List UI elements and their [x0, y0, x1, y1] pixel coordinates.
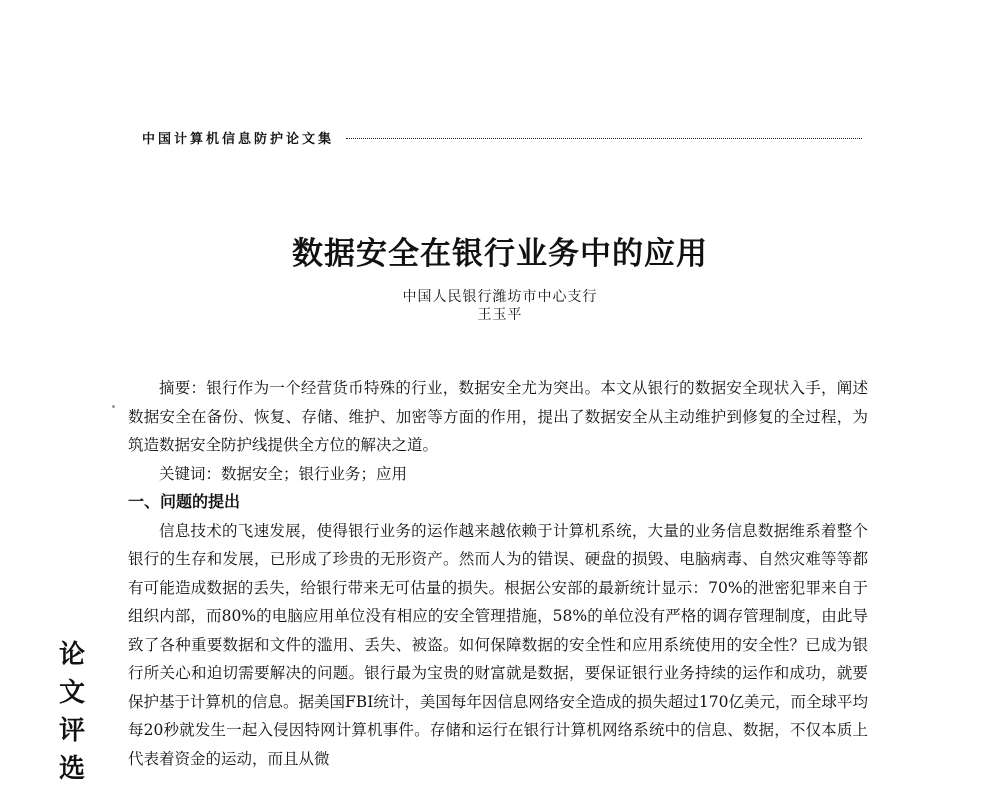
- abstract-paragraph: 摘要：银行作为一个经营货币特殊的行业，数据安全尤为突出。本文从银行的数据安全现状入手，阐述数据安全在备份、恢复、存储、维护、加密等方面的作用，提出了数据安全从主动维护到修复的全过程，为筑造数据安全防护线提供全方位的解决之道。: [128, 379, 868, 454]
- author-affiliation: 中国人民银行潍坊市中心支行: [402, 289, 598, 305]
- side-label-char: 评: [58, 716, 85, 746]
- keywords-line: 关键词：数据安全；银行业务；应用: [159, 464, 408, 483]
- section-heading: 一、问题的提出: [128, 492, 241, 511]
- side-label-char: 选: [58, 754, 85, 784]
- author-name: 王玉平: [477, 307, 523, 323]
- side-label-char: 文: [58, 678, 85, 708]
- series-title: 中国计算机信息防护论文集: [142, 131, 335, 147]
- side-category-label: [52, 636, 92, 788]
- side-label-char: 论: [58, 640, 85, 670]
- running-header: [142, 127, 862, 147]
- paper-title: 数据安全在银行业务中的应用: [292, 236, 708, 272]
- article-body: [128, 374, 868, 773]
- margin-mark: [112, 405, 115, 408]
- header-dotted-rule: [346, 138, 862, 139]
- body-paragraph: 信息技术的飞速发展，使得银行业务的运作越来越依赖于计算机系统，大量的业务信息数据维系着整个银行的生存和发展，已形成了珍贵的无形资产。然而人为的错误、硬盘的损毁、电脑病毒、自然灾难等等都有可能造成数据的丢失，给银行带来无可估量的损失。根据公安部的最新统计显示：70%的泄密犯罪来自于组织内部，而80%的电脑应用单位没有相应的安全管理措施，58%的单位没有严格的调存管理制度，由此导致了各种重要数据和文件的滥用、丢失、被盗。如何保障数据的安全性和应用系统使用的安全性？已成为银行所关心和迫切需要解决的问题。银行最为宝贵的财富就是数据，要保证银行业务持续的运作和成功，就要保护基于计算机的信息。据美国FBI统计，美国每年因信息网络安全造成的损失超过170亿美元，而全球平均每20秒就发生一起入侵因特网计算机事件。存储和运行在银行计算机网络系统中的信息、数据，不仅本质上代表着资金的运动，而且从微: [128, 521, 868, 768]
